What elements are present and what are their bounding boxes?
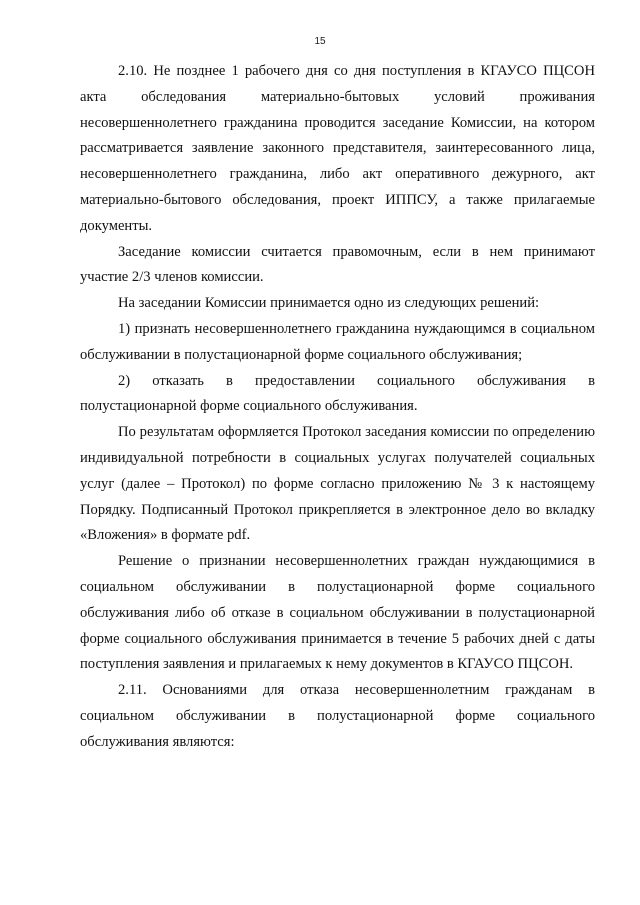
paragraph-decisions-intro: На заседании Комиссии принимается одно из следующих решений: xyxy=(118,295,540,312)
paragraph-2-11: 2.11. Основаниями для отказа несовершеннолетним гражданам в социальном обслуживании в полустационарной форме социального обслуживания являются: xyxy=(80,682,595,750)
paragraph-2-10: 2.10. Не позднее 1 рабочего дня со дня поступления в КГАУСО ПЦСОН акта обследования материально-бытовых условий проживания несовершеннолетнего гражданина проводится заседание Комиссии, на котором рассматривается заявление законного представителя, заинтересованного лица, несовершеннолетнего гражданина, либо акт оперативного дежурного, акт материально-бытового обследования, проект ИППСУ, а также прилагаемые документы. xyxy=(80,63,595,234)
paragraph-decision-1: 1) признать несовершеннолетнего гражданина нуждающимся в социальном обслуживании в полустационарной форме социального обслуживания; xyxy=(80,320,595,363)
paragraph-protocol: По результатам оформляется Протокол заседания комиссии по определению индивидуальной потребности в социальных услугах получателей социальных услуг (далее – Протокол) по форме согласно приложению № 3 к настоящему Порядку. Подписанный Протокол прикрепляется в электронное дело во вкладку «Вложения» в формате pdf. xyxy=(80,424,595,544)
paragraph-quorum: Заседание комиссии считается правомочным, если в нем принимают участие 2/3 членов комиссии. xyxy=(80,243,595,286)
page-number: 15 xyxy=(314,36,326,47)
document-body xyxy=(80,59,595,756)
paragraph-decision-term: Решение о признании несовершеннолетних граждан нуждающимися в социальном обслуживании в полустационарной форме социального обслуживания либо об отказе в социальном обслуживании в полустационарной форме социального обслуживания принимается в течение 5 рабочих дней с даты поступления заявления и прилагаемых к нему документов в КГАУСО ПЦСОН. xyxy=(80,553,595,673)
paragraph-decision-2: 2) отказать в предоставлении социального обслуживания в полустационарной форме социального обслуживания. xyxy=(80,372,595,415)
